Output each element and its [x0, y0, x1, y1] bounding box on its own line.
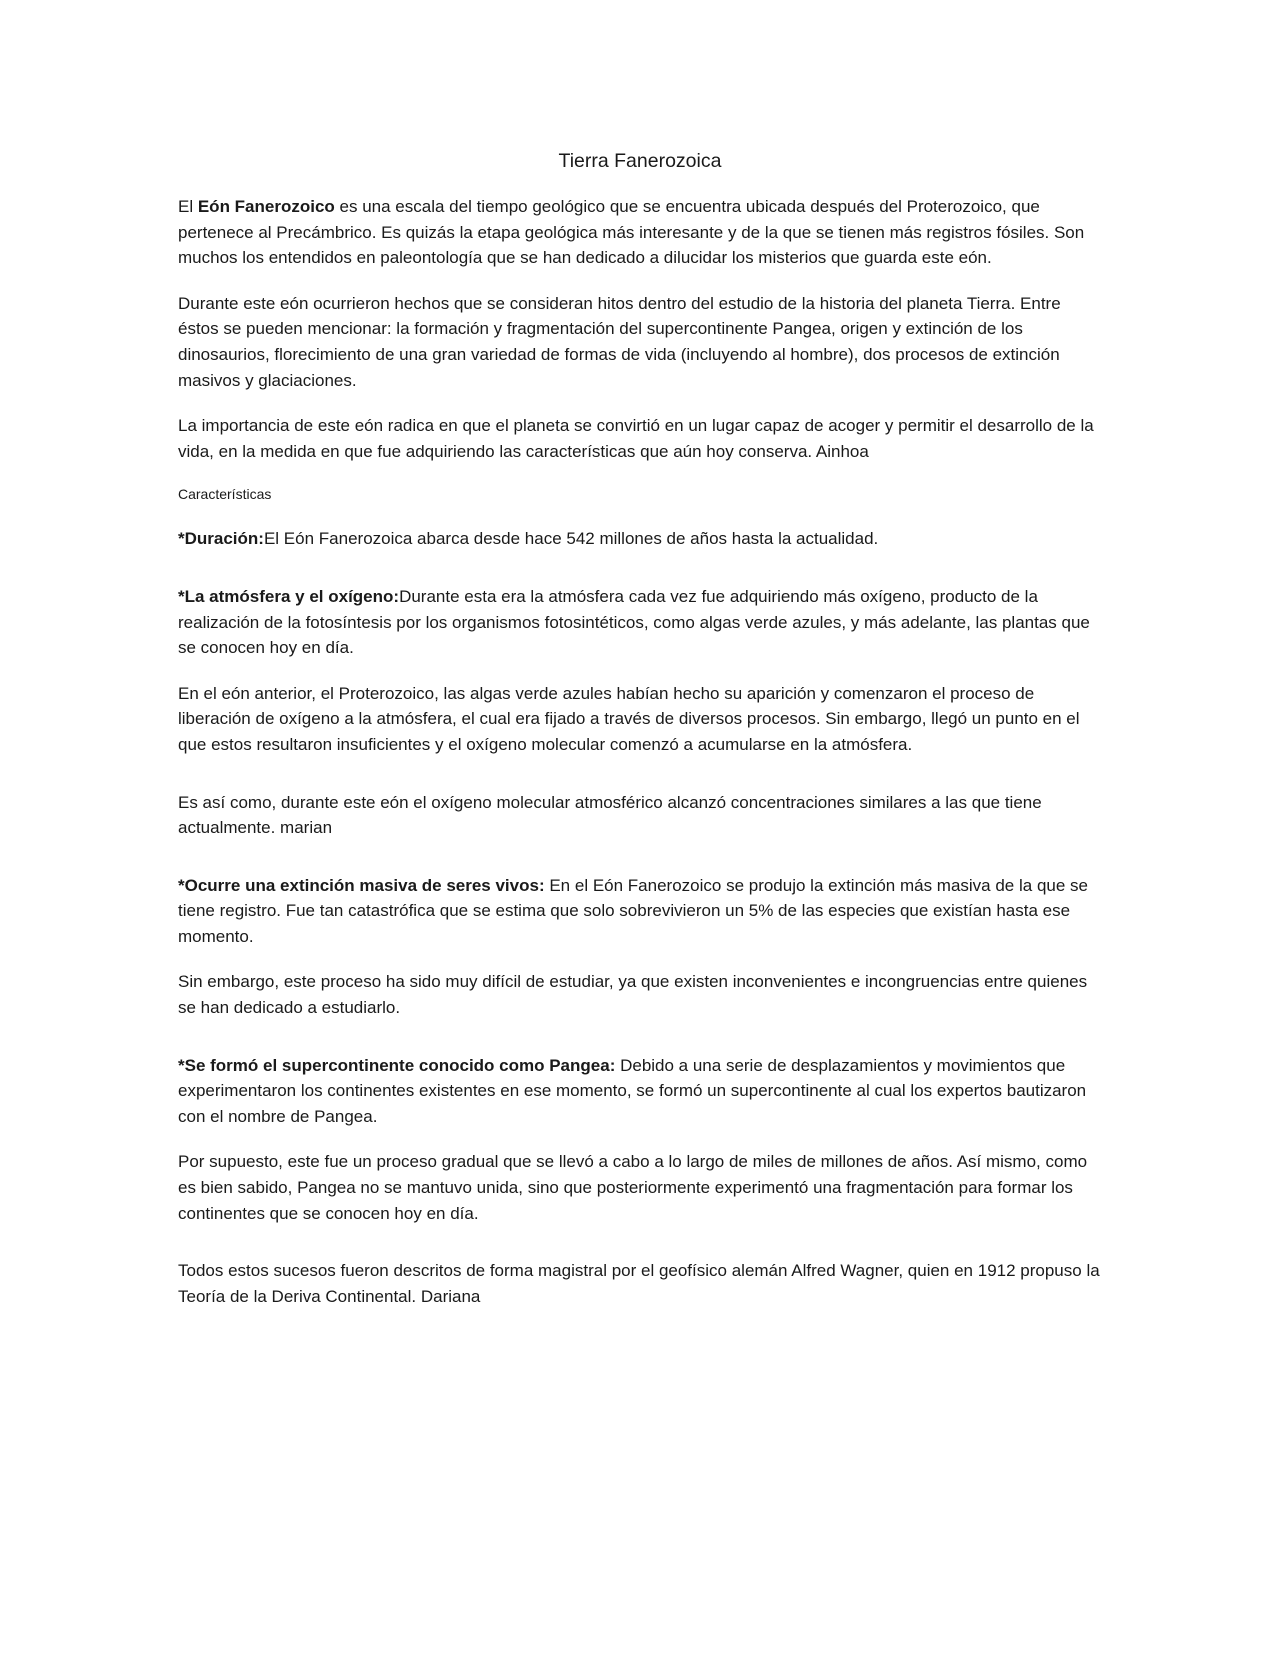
pangea-heading: *Se formó el supercontinente conocido como Pangea: [178, 1055, 616, 1075]
duracion-heading: *Duración: [178, 529, 264, 549]
intro-paragraph-3: La importancia de este eón radica en que el planeta se convirtió en un lugar capaz de acoger y permitir el desarrollo de la vida, en la medida en que fue adquiriendo las características que aún hoy conserva. Ainhoa [178, 416, 1094, 461]
atmosfera-heading: *La atmósfera y el oxígeno: [178, 586, 400, 606]
atmosfera-paragraph-2: En el eón anterior, el Proterozoico, las algas verde azules habían hecho su aparición y comenzaron el proceso de liberación de oxígeno a la atmósfera, el cual era fijado a través de diversos procesos. Sin embargo, llegó un punto en el que estos resultaron insuficientes y el oxígeno molecular comenzó a acumularse en la atmósfera. [178, 683, 1080, 754]
intro-paragraph-1 [178, 194, 1102, 271]
duracion-text: El Eón Fanerozoica abarca desde hace 542 millones de años hasta la actualidad. [263, 529, 879, 549]
atmosfera-text: Durante esta era la atmósfera cada vez fue adquiriendo más oxígeno, producto de la realización de la fotosíntesis por los organismos fotosintéticos, como algas verde azules, y más adelante, las plantas que se conocen hoy en día. [178, 586, 1090, 658]
intro-p1-pre: El [178, 197, 198, 216]
extincion-paragraph-2: Sin embargo, este proceso ha sido muy difícil de estudiar, ya que existen inconvenientes e incongruencias entre quienes se han dedicado a estudiarlo. [178, 972, 1088, 1018]
extincion-heading: *Ocurre una extinción masiva de seres vivos: [178, 875, 545, 895]
document-title: Tierra Fanerozoica [558, 150, 722, 172]
intro-p1-bold: Eón Fanerozoico [197, 197, 335, 216]
duracion-paragraph [178, 526, 1102, 552]
pangea-paragraph-3: Todos estos sucesos fueron descritos de forma magistral por el geofísico alemán Alfred Wagner, quien en 1912 propuso la Teoría de la Deriva Continental. Dariana [178, 1261, 1100, 1306]
pangea-text: Debido a una serie de desplazamientos y movimientos que experimentaron los continentes existentes en ese momento, se formó un supercontinente al cual los expertos bautizaron con el nombre de Pangea. [178, 1055, 1087, 1126]
intro-paragraph-2: Durante este eón ocurrieron hechos que se consideran hitos dentro del estudio de la historia del planeta Tierra. Entre éstos se pueden mencionar: la formación y fragmentación del supercontinente Pangea, origen y extinción de los dinosaurios, florecimiento de una gran variedad de formas de vida (incluyendo al hombre), dos procesos de extinción masivos y glaciaciones. [178, 293, 1061, 390]
pangea-paragraph-1 [178, 1053, 1102, 1130]
atmosfera-paragraph-3: Es así como, durante este eón el oxígeno molecular atmosférico alcanzó concentraciones similares a las que tiene actualmente. marian [178, 792, 1042, 838]
extincion-paragraph-1 [178, 873, 1102, 950]
pangea-paragraph-2: Por supuesto, este fue un proceso gradual que se llevó a cabo a lo largo de miles de millones de años. Así mismo, como es bien sabido, Pangea no se mantuvo unida, sino que posteriormente experimentó una fragmentación para formar los continentes que se conocen hoy en día. [178, 1152, 1088, 1223]
section-caption: Características [178, 486, 272, 503]
extincion-text: En el Eón Fanerozoico se produjo la extinción más masiva de la que se tiene registro. Fue tan catastrófica que se estima que solo sobrevivieron un 5% de las especies que existían hasta ese momento. [178, 875, 1088, 946]
document-page [178, 148, 1102, 1309]
intro-p1-post: es una escala del tiempo geológico que se encuentra ubicada después del Proterozoico, que pertenece al Precámbrico. Es quizás la etapa geológica más interesante y de la que se tienen más registros fósiles. Son muchos los entendidos en paleontología que se han dedicado a dilucidar los misterios que guarda este eón. [178, 197, 1085, 268]
atmosfera-paragraph-1 [178, 584, 1102, 661]
